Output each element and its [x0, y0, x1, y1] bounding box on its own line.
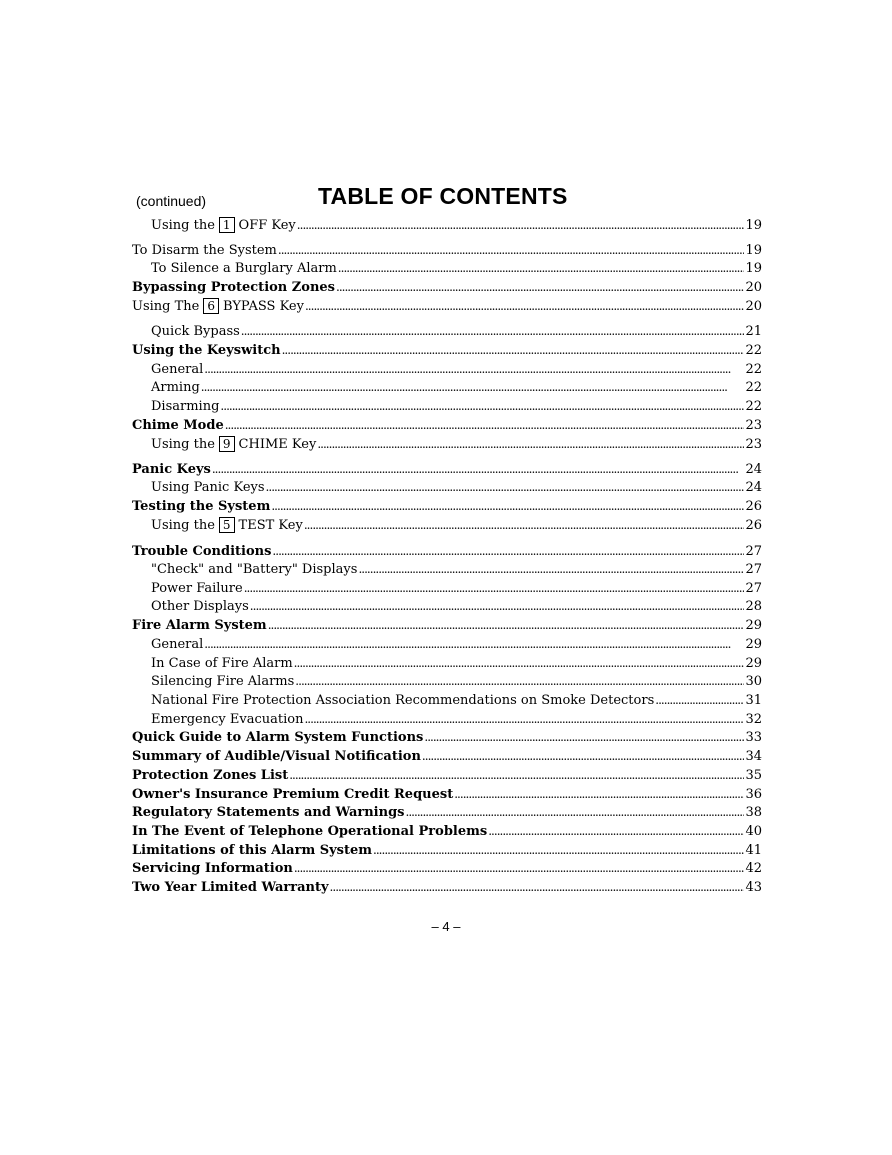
- toc-entry-text: Quick Guide to Alarm System Functions: [132, 730, 424, 745]
- toc-entry[interactable]: [151, 360, 762, 378]
- toc-entry-title: [132, 279, 335, 297]
- toc-entry[interactable]: [132, 822, 762, 840]
- dot-leader: [201, 378, 745, 397]
- toc-entry-text: General: [151, 362, 204, 377]
- toc-entry-title: [132, 879, 329, 897]
- toc-entry-text: Limitations of this Alarm System: [132, 843, 373, 858]
- toc-entry[interactable]: [132, 416, 762, 434]
- toc-entry-page-number: 19: [745, 243, 762, 258]
- toc-entry-title: [132, 748, 421, 766]
- toc-entry-title: [132, 242, 277, 260]
- toc-entry-text: Using the: [151, 437, 215, 452]
- toc-entry-text: Testing the System: [132, 499, 271, 514]
- toc-entry-text: Power Failure: [151, 581, 243, 596]
- dot-leader: [204, 360, 744, 379]
- toc-entry-page-number: 32: [745, 712, 762, 727]
- dot-leader: [271, 497, 744, 516]
- dot-leader: [304, 710, 744, 729]
- toc-entry[interactable]: [151, 579, 762, 597]
- toc-entry-title: [132, 617, 267, 635]
- toc-entry-title: [151, 636, 203, 654]
- toc-entry-page-number: 41: [745, 843, 762, 858]
- toc-entry[interactable]: [132, 278, 762, 296]
- toc-entry-text-after: TEST Key: [238, 518, 303, 533]
- toc-entry-page-number: 36: [745, 787, 762, 802]
- toc-entry[interactable]: [132, 841, 762, 859]
- toc-entry-title: [132, 417, 224, 435]
- toc-entry-page-number: 19: [745, 261, 762, 276]
- toc-entry-text: Bypassing Protection Zones: [132, 280, 335, 295]
- toc-entry-page-number: 38: [745, 805, 762, 820]
- dot-leader: [305, 297, 744, 316]
- toc-entry-page-number: 22: [745, 362, 762, 377]
- toc-entry-text: To Silence a Burglary Alarm: [151, 261, 337, 276]
- toc-entry-title: [132, 823, 487, 841]
- dot-leader: [373, 841, 744, 860]
- toc-entry-text: Summary of Audible/Visual Notification: [132, 749, 421, 764]
- toc-entry[interactable]: [132, 803, 762, 821]
- toc-entry-page-number: 24: [745, 480, 762, 495]
- toc-entry-title: [151, 580, 243, 598]
- dot-leader: [454, 785, 744, 804]
- toc-entry[interactable]: [132, 859, 762, 877]
- keypad-key-box: 5: [219, 517, 235, 533]
- toc-entry-title: [132, 543, 271, 561]
- toc-entry-page-number: 28: [745, 599, 762, 614]
- toc-entry-title: [151, 655, 293, 673]
- toc-entry[interactable]: [151, 691, 762, 709]
- toc-entry-page-number: 23: [745, 437, 762, 452]
- toc-entry-title: [151, 436, 316, 454]
- toc-entry-page-number: 35: [745, 768, 762, 783]
- toc-entry-text-after: CHIME Key: [238, 437, 317, 452]
- toc-entry[interactable]: [151, 516, 762, 534]
- dot-leader: [424, 728, 744, 747]
- toc-entry-text: Two Year Limited Warranty: [132, 880, 329, 895]
- toc-entry-page-number: 23: [745, 418, 762, 433]
- dot-leader: [241, 322, 745, 341]
- toc-entry-page-number: 33: [745, 730, 762, 745]
- dot-leader: [220, 397, 744, 416]
- toc-entry-page-number: 21: [745, 324, 762, 339]
- toc-entry[interactable]: [132, 616, 762, 634]
- toc-entry-text: Owner's Insurance Premium Credit Request: [132, 787, 454, 802]
- toc-entry-page-number: 29: [745, 637, 762, 652]
- dot-leader: [272, 542, 744, 561]
- toc-entry-page-number: 30: [745, 674, 762, 689]
- toc-entry-title: [132, 804, 405, 822]
- page-title: TABLE OF CONTENTS: [318, 183, 568, 209]
- toc-entry-page-number: 22: [745, 380, 762, 395]
- toc-entry[interactable]: [132, 297, 762, 315]
- dot-leader: [406, 803, 745, 822]
- toc-entry-page-number: 27: [745, 581, 762, 596]
- dot-leader: [297, 216, 745, 235]
- toc-entry[interactable]: [132, 241, 762, 259]
- toc-entry[interactable]: [132, 341, 762, 359]
- toc-entry-page-number: 24: [745, 462, 762, 477]
- toc-entry-title: [151, 361, 203, 379]
- dot-leader: [338, 259, 745, 278]
- dot-leader: [212, 460, 745, 479]
- toc-entry-title: [132, 461, 211, 479]
- toc-entry-title: [151, 711, 303, 729]
- toc-entry-text: Using the: [151, 218, 215, 233]
- toc-entry-text: Using The: [132, 299, 200, 314]
- toc-entry-title: [151, 217, 296, 235]
- dot-leader: [244, 579, 745, 598]
- toc-entry-page-number: 22: [745, 399, 762, 414]
- toc-entry[interactable]: [132, 785, 762, 803]
- dot-leader: [330, 878, 745, 897]
- toc-entry[interactable]: [132, 497, 762, 515]
- dot-leader: [317, 435, 744, 454]
- toc-entry-page-number: 20: [745, 299, 762, 314]
- toc-entry-page-number: 26: [745, 518, 762, 533]
- toc-entry-page-number: 34: [745, 749, 762, 764]
- toc-entry-text-after: BYPASS Key: [223, 299, 304, 314]
- dot-leader: [358, 560, 744, 579]
- toc-entry-page-number: 29: [745, 656, 762, 671]
- dot-leader: [204, 635, 744, 654]
- toc-entry-text: Panic Keys: [132, 462, 211, 477]
- toc-entry[interactable]: [132, 878, 762, 896]
- toc-entry[interactable]: [151, 672, 762, 690]
- toc-entry-page-number: 42: [745, 861, 762, 876]
- toc-entry[interactable]: [151, 710, 762, 728]
- toc-entry-title: [132, 298, 304, 316]
- toc-entry-text: To Disarm the System: [132, 243, 277, 258]
- toc-entry-title: [151, 598, 249, 616]
- dot-leader: [268, 616, 745, 635]
- toc-entry-text: Arming: [151, 380, 200, 395]
- toc-entry-title: [151, 379, 200, 397]
- toc-entry-page-number: 22: [745, 343, 762, 358]
- toc-entry-title: [151, 692, 654, 710]
- dot-leader: [422, 747, 745, 766]
- toc-entry-page-number: 20: [745, 280, 762, 295]
- toc-entry-page-number: 40: [745, 824, 762, 839]
- toc-entry-title: [151, 517, 303, 535]
- toc-entry-text: Using Panic Keys: [151, 480, 265, 495]
- toc-entry[interactable]: [151, 654, 762, 672]
- toc-entry-text: In The Event of Telephone Operational Problems: [132, 824, 488, 839]
- toc-entry[interactable]: [132, 728, 762, 746]
- toc-entry-text: Servicing Information: [132, 861, 293, 876]
- toc-entry-text: Trouble Conditions: [132, 544, 272, 559]
- page-number: – 4 –: [431, 919, 461, 934]
- toc-entry[interactable]: [151, 216, 762, 234]
- toc-entry-text: Using the: [151, 518, 215, 533]
- dot-leader: [289, 766, 744, 785]
- toc-entry[interactable]: [151, 397, 762, 415]
- toc-entry-title: [132, 860, 293, 878]
- dot-leader: [655, 691, 744, 710]
- toc-entry[interactable]: [151, 378, 762, 396]
- toc-entry-title: [132, 498, 270, 516]
- toc-entry-text: Disarming: [151, 399, 220, 414]
- keypad-key-box: 6: [203, 298, 219, 314]
- toc-entry[interactable]: [132, 766, 762, 784]
- toc-entry[interactable]: [132, 542, 762, 560]
- dot-leader: [488, 822, 744, 841]
- toc-entry-text: Regulatory Statements and Warnings: [132, 805, 405, 820]
- toc-entry-title: [132, 729, 423, 747]
- keypad-key-box: 9: [219, 436, 235, 452]
- keypad-key-box: 1: [219, 217, 235, 233]
- dot-leader: [278, 241, 745, 260]
- dot-leader: [294, 654, 745, 673]
- toc-entry-page-number: 27: [745, 544, 762, 559]
- toc-entry-page-number: 31: [745, 693, 762, 708]
- dot-leader: [294, 859, 745, 878]
- dot-leader: [225, 416, 745, 435]
- dot-leader: [304, 516, 745, 535]
- toc-entry[interactable]: [151, 322, 762, 340]
- toc-entry-page-number: 26: [745, 499, 762, 514]
- toc-entry-page-number: 43: [745, 880, 762, 895]
- dot-leader: [336, 278, 744, 297]
- toc-entry-title: [151, 260, 337, 278]
- toc-entry-title: [151, 561, 357, 579]
- dot-leader: [282, 341, 745, 360]
- toc-entry[interactable]: [151, 560, 762, 578]
- toc-entry[interactable]: [132, 460, 762, 478]
- continued-label: (continued): [136, 193, 207, 209]
- toc-entry-title: [132, 767, 288, 785]
- toc-entry-text: In Case of Fire Alarm: [151, 656, 293, 671]
- toc-entry-title: [151, 323, 240, 341]
- toc-entry[interactable]: [151, 635, 762, 653]
- toc-entry[interactable]: [151, 259, 762, 277]
- toc-entry-text: Fire Alarm System: [132, 618, 267, 633]
- toc-entry-title: [132, 842, 372, 860]
- toc-entry-text: National Fire Protection Association Recommendations on Smoke Detectors: [151, 693, 655, 708]
- toc-entry-text: Emergency Evacuation: [151, 712, 304, 727]
- toc-entry-text: General: [151, 637, 204, 652]
- toc-entry[interactable]: [151, 435, 762, 453]
- toc-entry-text: Silencing Fire Alarms: [151, 674, 295, 689]
- toc-entry-page-number: 19: [745, 218, 762, 233]
- toc-entry[interactable]: [132, 747, 762, 765]
- toc-entry-title: [151, 398, 219, 416]
- toc-entry-text: "Check" and "Battery" Displays: [151, 562, 358, 577]
- toc-entry[interactable]: [151, 478, 762, 496]
- toc-entry-text: Chime Mode: [132, 418, 224, 433]
- toc-entry-title: [132, 342, 281, 360]
- dot-leader: [266, 478, 745, 497]
- dot-leader: [295, 672, 744, 691]
- toc-entry-text: Protection Zones List: [132, 768, 289, 783]
- toc-entry-text: Using the Keyswitch: [132, 343, 281, 358]
- toc-entry-page-number: 29: [745, 618, 762, 633]
- toc-entry-page-number: 27: [745, 562, 762, 577]
- toc-entry-title: [132, 786, 453, 804]
- dot-leader: [250, 597, 745, 616]
- toc-entry-text: Other Displays: [151, 599, 249, 614]
- toc-entry[interactable]: [151, 597, 762, 615]
- toc-entry-text-after: OFF Key: [238, 218, 296, 233]
- toc-entry-title: [151, 673, 294, 691]
- toc-entry-title: [151, 479, 265, 497]
- toc-entry-text: Quick Bypass: [151, 324, 240, 339]
